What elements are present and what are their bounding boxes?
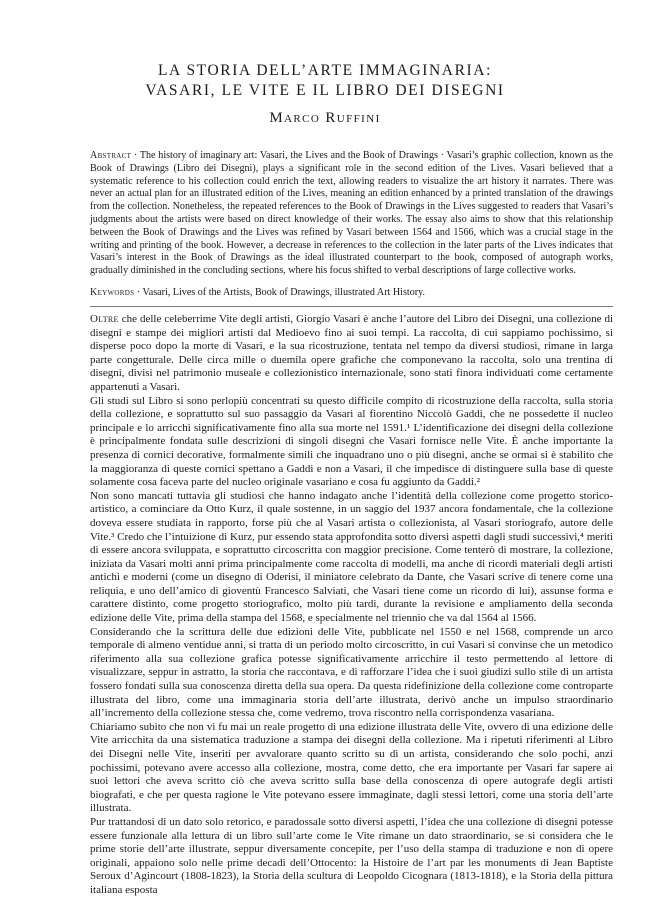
article-title-line-1: LA STORIA DELL’ARTE IMMAGINARIA:	[157, 62, 492, 79]
abstract	[90, 150, 613, 278]
abstract-label: Abstract	[90, 150, 132, 161]
body-paragraph-3: Non sono mancati tuttavia gli studiosi che hanno indagato anche l’identità della collezione come progetto storico-artistico, a cominciare da Otto Kurz, il quale sostenne, in un saggio del 1937 ancora fondamentale, che la collezione doveva essere studiata in rapporto, forse più che al Vasari artista o collezionista, al Vasari storiografo, autore delle Vite.³ Credo che l’intuizione di Kurz, pur essendo stata approfondita sotto diversi aspetti dagli studi successivi,⁴ meriti di essere ancora sviluppata, e soprattutto circoscritta con maggior precisione. Come tenterò di mostrare, la collezione, iniziata da Vasari molti anni prima principalmente come raccolta di modelli, ma anche di ricordi materiali degli artisti antichi e moderni (come un disegno di Oderisi, il miniatore celebrato da Dante, che Vasari scrive di tenere come una reliquia, e uno dell’amico di gioventù Francesco Salviati, che Vasari tiene come un ricordo di lui), assunse forma e carattere distinto, come progetto storiografico, molto più tardi, durante la revisione e ampliamento della seconda edizione delle Vite, prima della stampa del 1568, e specialmente nel triennio che va dal 1564 al 1566.	[90, 489, 613, 625]
body-paragraph-1	[90, 313, 613, 395]
section-divider	[90, 306, 613, 307]
body-paragraph-6: Pur trattandosi di un dato solo retorico, e paradossale sotto diversi aspetti, l’idea che una collezione di disegni potesse essere funzionale alla lettura di un libro sull’arte come le Vite rimane un dato straordinario, se si considera che le prime storie dell’arte illustrate, seppur diversamente concepite, per l’uso della stampa di traduzione e non di opere originali, appaiono solo nelle prime decadi dell’Ottocento: la Histoire de l’art par les monuments di Jean Baptiste Seroux d’Agincourt (1808-1823), la Storia della scultura di Leopoldo Cicognara (1813-1818), e la Storia della pittura italiana esposta	[90, 815, 613, 896]
drop-lead-word: Oltre	[90, 313, 119, 325]
article-title-line-2: VASARI, LE VITE E IL LIBRO DEI DISEGNI	[145, 82, 505, 99]
keywords-text: · Vasari, Lives of the Artists, Book of Drawings, illustrated Art History.	[134, 287, 426, 298]
keywords	[90, 287, 613, 300]
article-body	[90, 313, 613, 911]
body-paragraph-5: Chiariamo subito che non vi fu mai un reale progetto di una edizione illustrata delle Vite, ovvero di una edizione delle Vite arricchita da una sistematica traduzione a stampa dei disegni della collezione. Ma i ripetuti riferimenti al Libro dei Disegni nelle Vite, inseriti per avvalorare quanto scritto su di un artista, considerando che solo pochi, anzi pochissimi, potevano avere accesso alla collezione, mostra, come detto, che era importante per Vasari far sapere ai suoi lettori che aveva scritto ciò che aveva scritto sulla base della conoscenza di opere autografe degli artisti biografati, e che per questa ragione le Vite potevano essere immaginate, dagli stessi lettori, come una storia dell’arte illustrata.	[90, 720, 613, 815]
abstract-text: · The history of imaginary art: Vasari, the Lives and the Book of Drawings · Vasari’s graphic collection, known as the Book of Drawings (Libro dei Disegni), plays a significant role in the second edition of the Lives. Vasari believed that a systematic reference to his collection could enrich the text, allowing readers to visualize the art history it narrates. There was never an actual plan for an illustrated edition of the Lives, meaning an edition enhanced by a printed translation of the drawings from the collection. Nonetheless, the repeated references to the Book of Drawings in the Lives suggested to readers that Vasari’s judgments about the artists were based on direct knowledge of their works. The essay also aims to show that this relationship between the Book of Drawings and the Lives was refined by Vasari between 1564 and 1566, which was a crucial stage in the writing and printing of the book. However, a decrease in references to the collection in the later parts of the Lives indicates that Vasari’s interest in the Book of Drawings as the ideal illustrated counterpart to the book, composed of autograph works, gradually diminished in the concluding sections, where his focus shifted to verbal descriptions of large collective works.	[90, 150, 613, 277]
author-name: Marco Ruffini	[269, 110, 381, 126]
body-paragraph-2: Gli studi sul Libro si sono perlopiù concentrati su questo difficile compito di ricostruzione della raccolta, sulla storia della collezione, e soprattutto sul suo passaggio da Vasari al fiorentino Niccolò Gaddi, che ne possedette il nucleo principale e lo arricchì significativamente fino alla sua morte nel 1591.¹ L’identificazione dei disegni della collezione è principalmente fondata sulle descrizioni di singoli disegni che Vasari fornisce nelle Vite. È anche importante la presenza di cornici decorative, formalmente simili che inquadrano uno o più disegni, anche se ormai si è stabilito che la maggioranza di queste cornici spettano a Gaddi e non a Vasari, il che impedisce di distinguere sulla base di queste solamente cosa faceva parte del nucleo originale vasariano e cosa fu aggiunto da Gaddi.²	[90, 394, 613, 489]
keywords-label: Keywords	[90, 287, 135, 298]
body-paragraph-1-text: che delle celeberrime Vite degli artisti, Giorgio Vasari è anche l’autore del Libro dei Disegni, una collezione di disegni e stampe dei migliori artisti dal Medioevo fino ai suoi tempi. La raccolta, di cui sappiamo pochissimo, si disperse poco dopo la morte di Vasari, e la sua ricostruzione, tentata nel tempo da diversi studiosi, rimane in larga parte congetturale. Delle circa mille o duemila opere grafiche che componevano la raccolta, solo una trentina di disegni, divisi nel patrimonio museale e collezionistico internazionale, sono stati finora individuati come certamente appartenuti a Vasari.	[90, 313, 613, 393]
body-paragraph-4: Considerando che la scrittura delle due edizioni delle Vite, pubblicate nel 1550 e nel 1568, comprende un arco temporale di almeno ventidue anni, si tratta di un periodo molto circoscritto, in cui Vasari si convinse che un metodico riferimento alla sua collezione grafica potesse significativamente arricchire il testo permettendo al lettore di visualizzare, seppur in astratto, la storia che raccontava, e di rafforzare l’idea che i suoi giudizi sullo stile di un artista fossero fondati sulla sua conoscenza diretta della sua opera. Da questa ridefinizione della collezione come controparte illustrata del libro, come una immaginaria storia dell’arte illustrata, derivò anche un impulso straordinario all’incremento della collezione stessa che, come vedremo, trova riscontro nella corrispondenza vasariana.	[90, 625, 613, 720]
